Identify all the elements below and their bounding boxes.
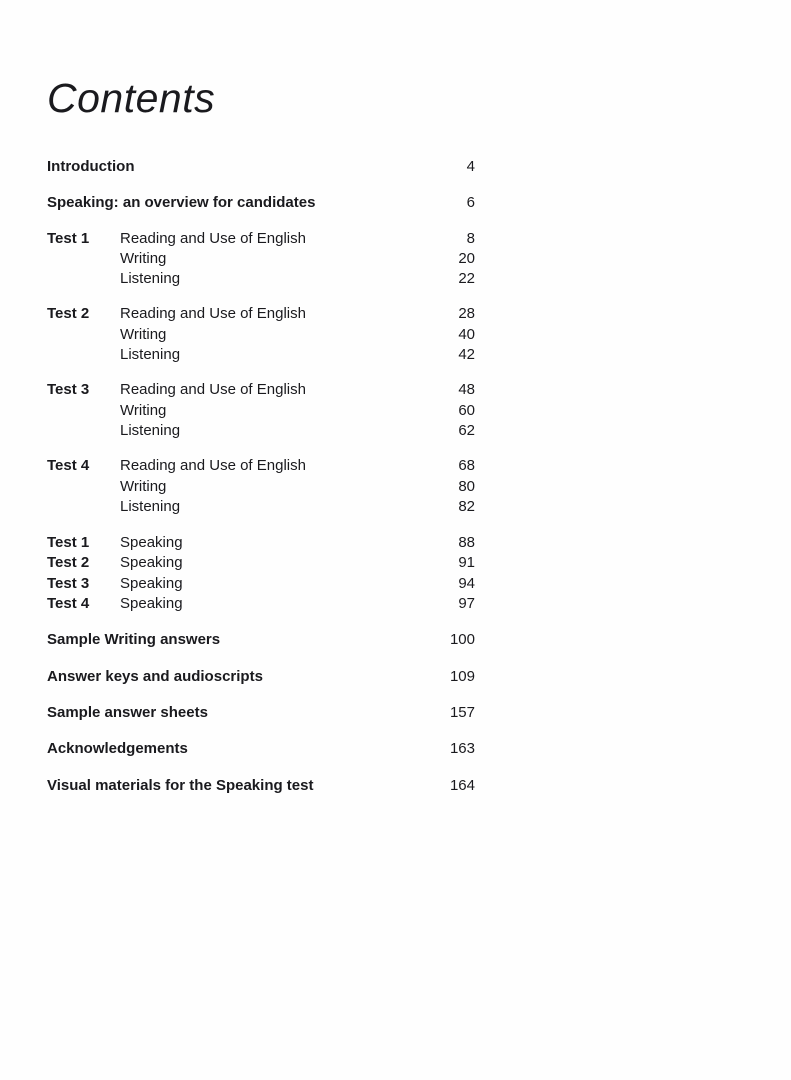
- toc-item-page: 40: [458, 325, 475, 343]
- back-matter-block: [47, 630, 475, 795]
- toc-item-name: Listening: [120, 421, 181, 439]
- test-group-items: [120, 380, 475, 441]
- toc-item-page: 91: [458, 554, 475, 572]
- test-group-items: [120, 229, 475, 290]
- test-group-3: [47, 380, 475, 441]
- toc-entry-sample-writing-answers: [47, 630, 475, 650]
- toc-item: [120, 574, 475, 594]
- toc-item-name: Writing: [120, 325, 167, 343]
- toc-item: [120, 594, 475, 614]
- toc-item: [120, 401, 475, 421]
- toc-item-name: Writing: [120, 401, 167, 419]
- toc-entry-label: Speaking: an overview for candidates: [47, 194, 316, 212]
- toc-entry-label: Acknowledgements: [47, 740, 188, 758]
- toc-item-page: 97: [458, 595, 475, 613]
- toc-item: [120, 421, 475, 441]
- toc-item: [120, 456, 475, 476]
- page-title: Contents: [47, 75, 216, 121]
- toc-item-name: Writing: [120, 249, 167, 267]
- test-label: Test 3: [47, 574, 90, 592]
- toc-entry-page: 109: [449, 667, 475, 685]
- toc-item-page: 68: [458, 457, 475, 475]
- toc-item-name: Reading and Use of English: [120, 305, 306, 323]
- test-label: Test 1: [47, 229, 90, 247]
- toc-item-page: 82: [458, 497, 475, 515]
- toc-item: [120, 229, 475, 249]
- toc-entry-page: 164: [449, 776, 475, 794]
- test-group-4: [47, 456, 475, 517]
- toc-item: [120, 380, 475, 400]
- toc-item: [120, 249, 475, 269]
- toc-entry-visual-materials: [47, 776, 475, 796]
- toc-item-name: Listening: [120, 346, 181, 364]
- test-label: Test 1: [47, 534, 90, 552]
- toc-entry-speaking-overview: [47, 193, 475, 213]
- test-group-1: [47, 229, 475, 290]
- toc-item-page: 8: [466, 229, 475, 247]
- test-label: Test 3: [47, 381, 90, 399]
- speaking-entry-4: [47, 594, 475, 614]
- toc-item: [120, 325, 475, 345]
- toc-entry-sample-answer-sheets: [47, 703, 475, 723]
- toc-entry-page: 163: [449, 740, 475, 758]
- toc-entry-page: 100: [449, 631, 475, 649]
- toc-item-name: Speaking: [120, 554, 183, 572]
- toc-item: [120, 304, 475, 324]
- toc-item-name: Reading and Use of English: [120, 457, 306, 475]
- toc-item-page: 62: [458, 421, 475, 439]
- toc-entry-answer-keys: [47, 667, 475, 687]
- toc-entry-label: Sample Writing answers: [47, 631, 221, 649]
- toc-entry-label: Visual materials for the Speaking test: [47, 776, 314, 794]
- toc-item-page: 94: [458, 574, 475, 592]
- toc-entry-label: Sample answer sheets: [47, 703, 208, 721]
- toc-item-name: Speaking: [120, 574, 183, 592]
- toc-item-page: 20: [458, 249, 475, 267]
- toc-entry-introduction: [47, 157, 475, 177]
- test-group-items: [120, 456, 475, 517]
- toc-item-page: 42: [458, 346, 475, 364]
- toc-item-name: Writing: [120, 477, 167, 495]
- toc-item: [120, 553, 475, 573]
- toc-item-page: 48: [458, 381, 475, 399]
- toc-item: [120, 269, 475, 289]
- toc-item-name: Listening: [120, 497, 181, 515]
- toc-entry-page: 6: [466, 194, 475, 212]
- toc-item-name: Listening: [120, 270, 181, 288]
- toc-item-name: Speaking: [120, 595, 183, 613]
- toc-item-page: 80: [458, 477, 475, 495]
- test-group-2: [47, 304, 475, 365]
- test-label: Test 4: [47, 457, 90, 475]
- test-label: Test 4: [47, 595, 90, 613]
- toc-entry-label: Answer keys and audioscripts: [47, 667, 263, 685]
- toc-item-name: Reading and Use of English: [120, 229, 306, 247]
- toc-item-name: Reading and Use of English: [120, 381, 306, 399]
- toc-item-name: Speaking: [120, 534, 183, 552]
- toc-item: [120, 533, 475, 553]
- page-content: [47, 75, 475, 796]
- toc-item-page: 88: [458, 534, 475, 552]
- toc-item-page: 60: [458, 401, 475, 419]
- toc-entry-acknowledgements: [47, 739, 475, 759]
- speaking-entry-1: [47, 533, 475, 553]
- test-label: Test 2: [47, 554, 90, 572]
- table-of-contents: [47, 157, 475, 796]
- test-group-items: [120, 304, 475, 365]
- speaking-entry-3: [47, 574, 475, 594]
- toc-item: [120, 497, 475, 517]
- toc-entry-page: 157: [449, 703, 475, 721]
- toc-item-page: 28: [458, 305, 475, 323]
- speaking-entry-2: [47, 553, 475, 573]
- toc-entry-page: 4: [466, 158, 475, 175]
- speaking-tests-block: [47, 533, 475, 614]
- test-label: Test 2: [47, 305, 90, 323]
- toc-entry-label: Introduction: [47, 158, 135, 175]
- toc-item: [120, 477, 475, 497]
- toc-item-page: 22: [458, 270, 475, 288]
- toc-item: [120, 345, 475, 365]
